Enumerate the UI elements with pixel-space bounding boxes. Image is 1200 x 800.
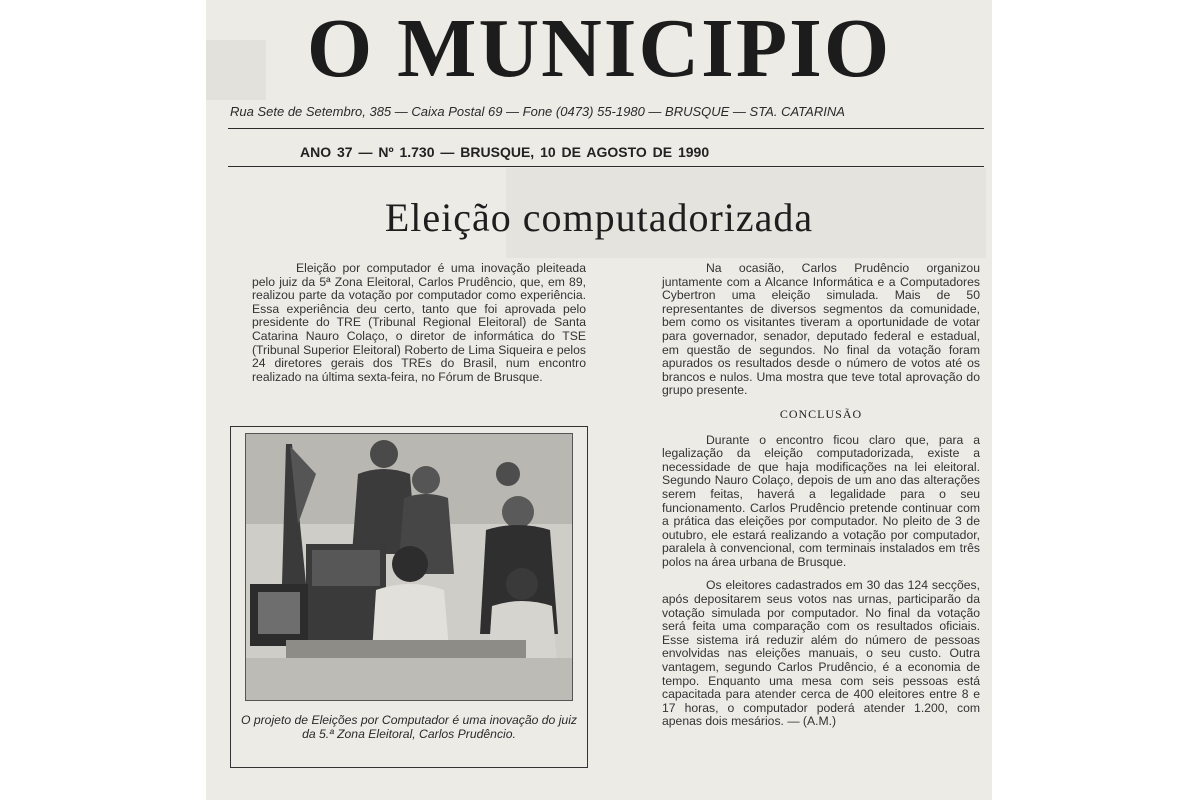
- photo-people-at-computer: [246, 434, 573, 701]
- masthead-rule-top: [228, 128, 984, 129]
- article-headline: Eleição computadorizada: [384, 195, 814, 240]
- newspaper-clipping: [206, 0, 992, 800]
- article-left-column: [252, 262, 586, 394]
- newspaper-masthead: O MUNICIPIO: [306, 2, 892, 95]
- article-paragraph: Na ocasião, Carlos Prudêncio organizou juntamente com a Alcance Informática e a Computadores Cybertron uma eleição simulada. Mais de 50 representantes de diversos segmentos da comunidade, bem como os visitantes tiveram a oportunidade de votar para governador, senador, deputado federal e estadual, em questão de segundos. No final da votação foram apurados os resultados desde o número de votos até os brancos e nulos. Uma mostra que teve total aprovação do grupo presente.: [662, 261, 980, 398]
- photo-frame: [230, 426, 588, 768]
- article-right-column: [662, 262, 980, 739]
- article-paragraph: Eleição por computador é uma inovação pleiteada pelo juiz da 5ª Zona Eleitoral, Carlos Prudêncio, que, em 89, realizou parte da votação por computador como experiência. Essa experiência deu certo, tanto que foi aprovada pelo presidente do TRE (Tribunal Regional Eleitoral) de Santa Catarina Nauro Colaço, o diretor de informática do TSE (Tribunal Superior Eleitoral) Roberto de Lima Siqueira e pelos 24 diretores gerais dos TREs do Brasil, num encontro realizado na última sexta-feira, no Fórum de Brusque.: [252, 261, 586, 384]
- photo-caption: O projeto de Eleições por Computador é uma inovação do juiz da 5.ª Zona Eleitoral, Carlos Prudêncio.: [240, 713, 578, 741]
- article-photo: [245, 433, 573, 701]
- article-paragraph: Durante o encontro ficou claro que, para a legalização da eleição computadorizada, existe a necessidade de que haja modificações na lei eleitoral. Segundo Nauro Colaço, depois de um ano das alterações serem feitas, haverá a legalidade para o seu funcionamento. Carlos Prudêncio pretende continuar com a prática das eleições por computador. No pleito de 3 de outubro, ele estará realizando a votação por computador, paralela à convencional, com terminais instalados em três polos na área urbana de Brusque.: [662, 432, 980, 569]
- masthead-address: Rua Sete de Setembro, 385 — Caixa Postal 69 — Fone (0473) 55-1980 — BRUSQUE — STA. CATARINA: [230, 104, 845, 119]
- section-subhead-conclusao: CONCLUSÃO: [779, 406, 863, 421]
- masthead-rule-bottom: [228, 166, 984, 167]
- edition-line: ANO 37 — Nº 1.730 — BRUSQUE, 10 DE AGOSTO DE 1990: [300, 144, 710, 160]
- article-paragraph: Os eleitores cadastrados em 30 das 124 secções, após depositarem seus votos nas urnas, participarão da votação simulada por computador. No final da votação será feita uma comparação com os resultados oficiais. Esse sistema irá reduzir além do número de pessoas envolvidas nas eleições manuais, o seu custo. Outra vantagem, segundo Carlos Prudêncio, é a economia de tempo. Enquanto uma mesa com seis pessoas está capacitada para atender cerca de 400 eleitores entre 8 e 17 horas, o computador poderá atender 1.200, com apenas dois mesários. — (A.M.): [662, 578, 980, 729]
